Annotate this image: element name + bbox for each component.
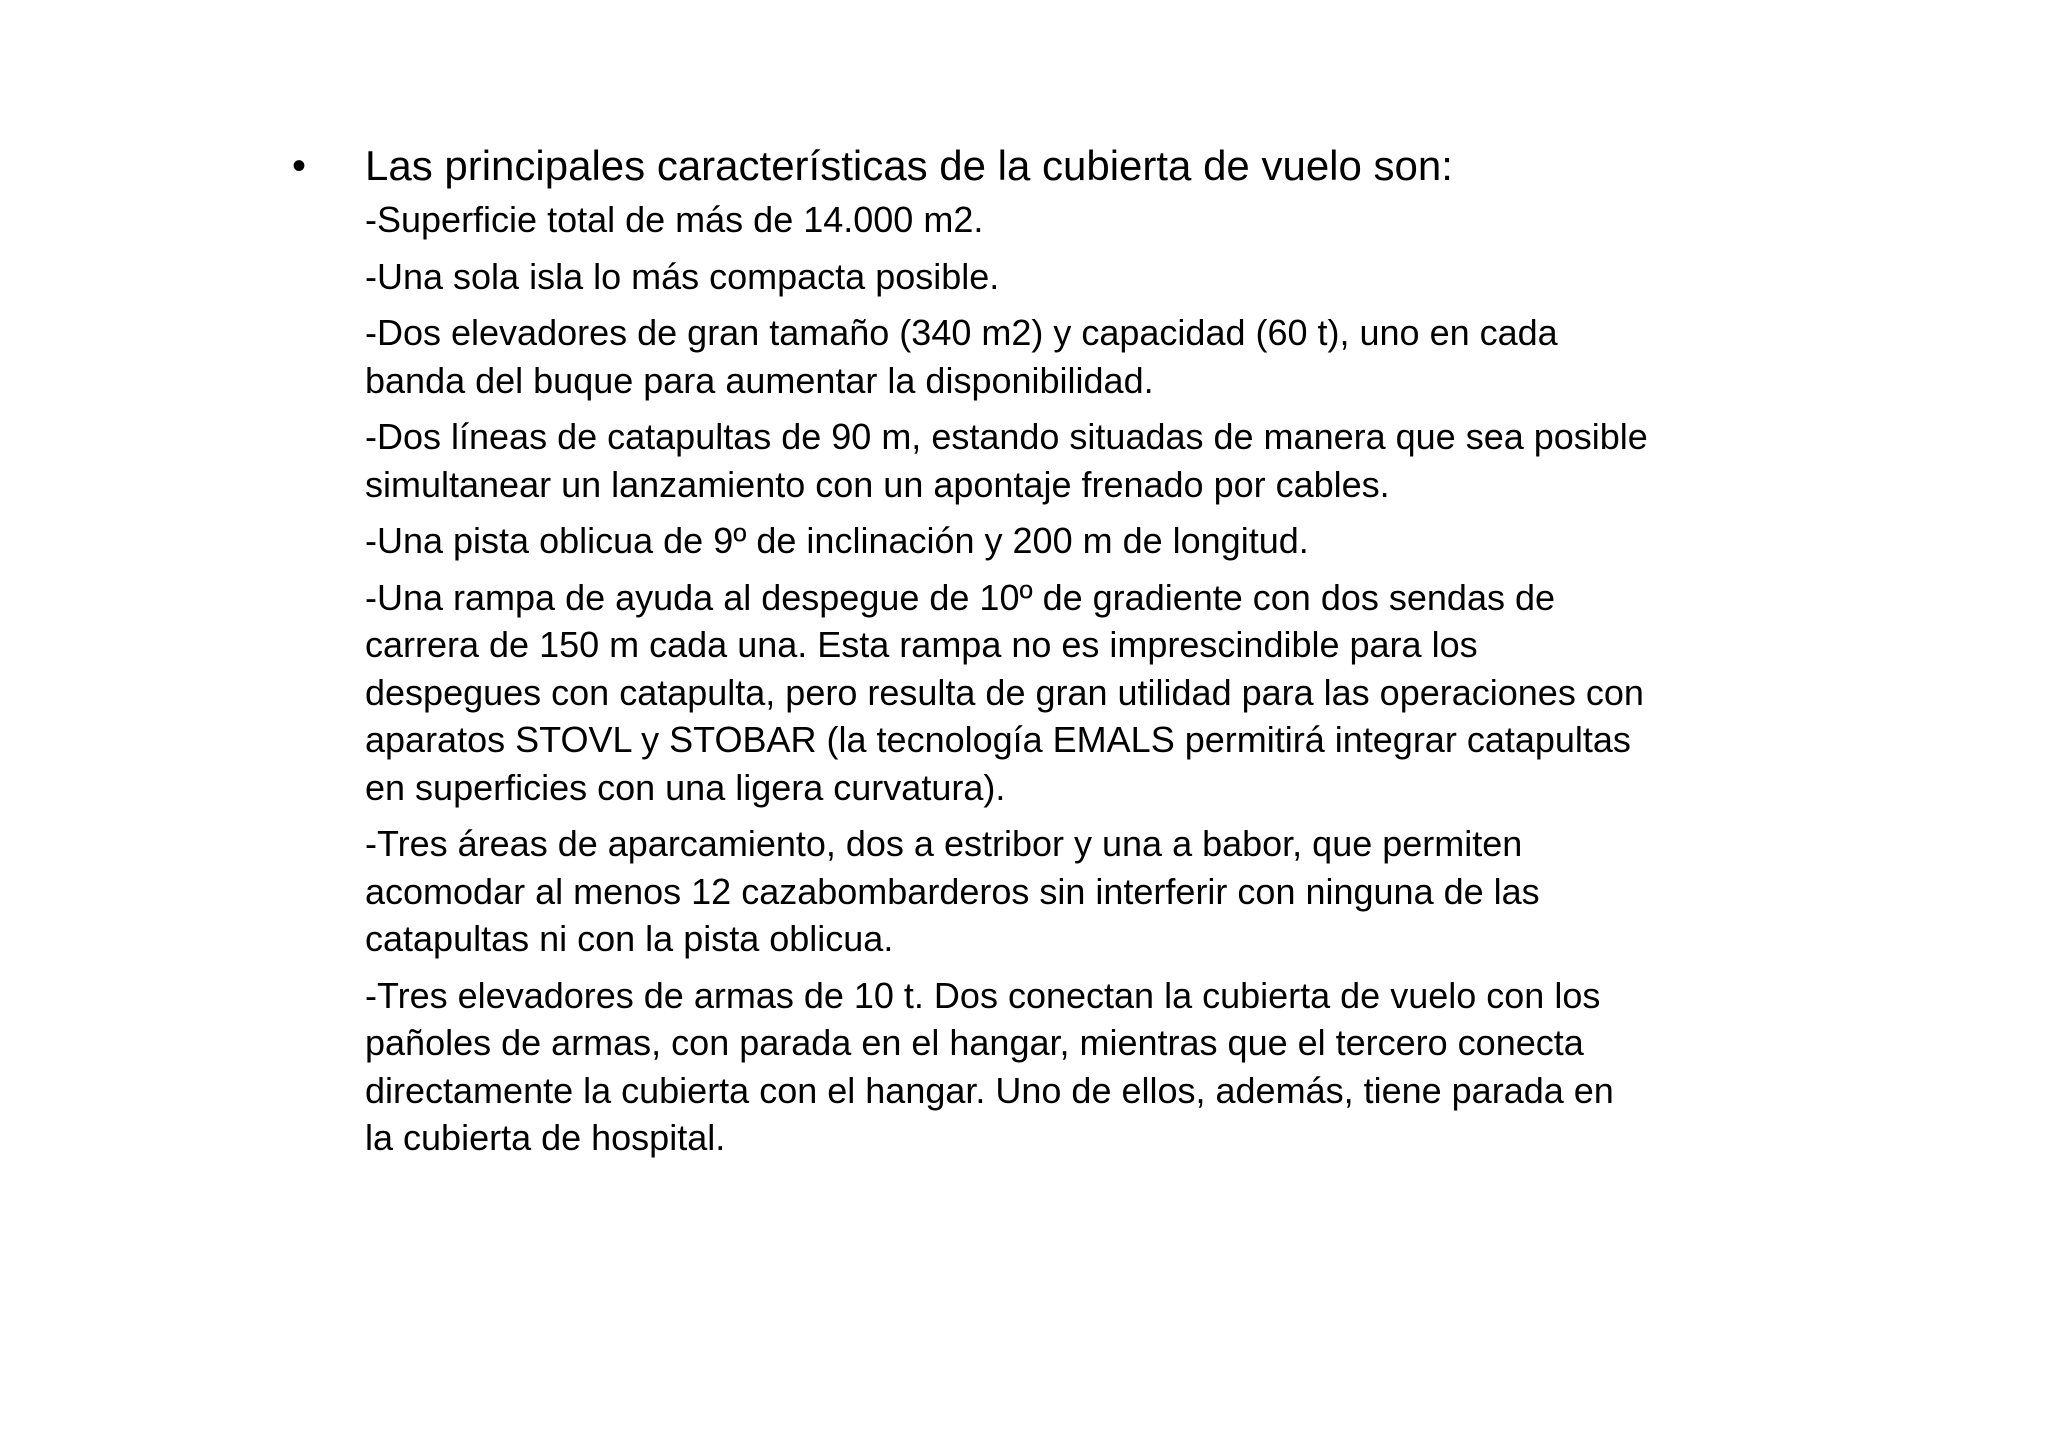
feature-item-island: -Una sola isla lo más compacta posible. xyxy=(365,255,1000,297)
feature-item-parking: -Tres áreas de aparcamiento, dos a estribor y una a babor, que permiten acomodar al menos 12 cazabombarderos sin interferir con ninguna de las catapultas ni con la pista oblicua. xyxy=(365,823,1540,959)
feature-item-weapon-elevators: -Tres elevadores de armas de 10 t. Dos conectan la cubierta de vuelo con los pañoles de armas, con parada en el hangar, mientras que el tercero conecta directamente la cubierta con el hangar. Uno de ellos, además, tiene parada en la cubierta de hospital. xyxy=(365,974,1614,1158)
feature-item-ramp: -Una rampa de ayuda al despegue de 10º de gradiente con dos sendas de carrera de 150 m cada una. Esta rampa no es imprescindible para los despegues con catapulta, pero resulta de gran utilidad para las operaciones con aparatos STOVL y STOBAR (la tecnología EMALS permitirá integrar catapultas en superficies con una ligera curvatura). xyxy=(365,576,1644,808)
feature-item-oblique-runway: -Una pista oblicua de 9º de inclinación y 200 m de longitud. xyxy=(365,520,1309,561)
feature-item-elevators: -Dos elevadores de gran tamaño (340 m2) y capacidad (60 t), uno en cada banda del buque para aumentar la disponibilidad. xyxy=(365,312,1558,401)
feature-list xyxy=(365,196,1785,1171)
feature-item-catapults: -Dos líneas de catapultas de 90 m, estando situadas de manera que sea posible simultanear un lanzamiento con un apontaje frenado por cables. xyxy=(365,416,1648,505)
feature-item-surface: -Superficie total de más de 14.000 m2. xyxy=(365,199,984,240)
main-bullet xyxy=(292,136,1792,196)
bullet-icon: • xyxy=(292,144,307,188)
bullet-heading: Las principales características de la cubierta de vuelo son: xyxy=(365,142,1453,189)
